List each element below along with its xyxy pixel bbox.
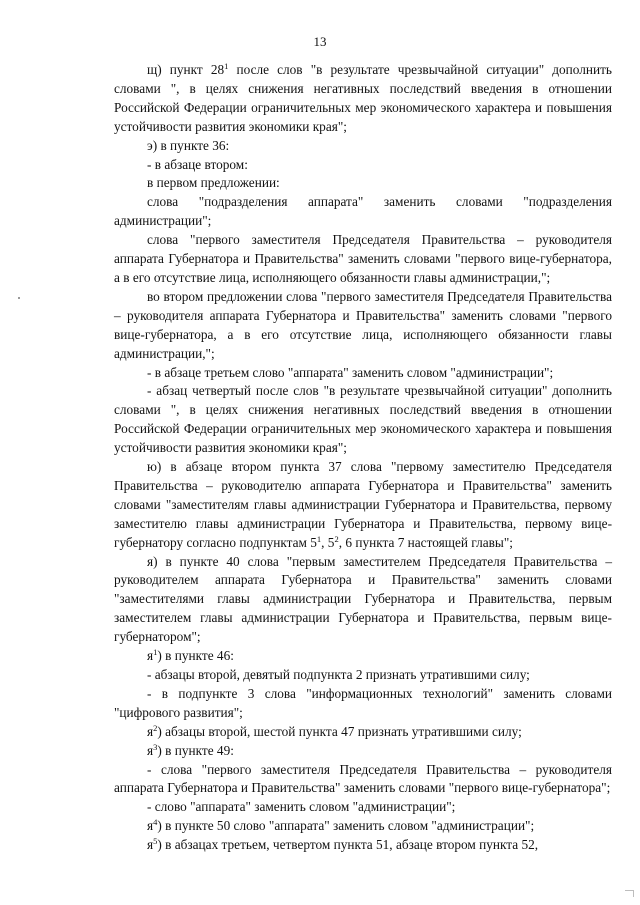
paragraph bbox=[114, 288, 612, 364]
paragraph bbox=[114, 761, 612, 799]
paragraph bbox=[114, 382, 612, 458]
paragraph bbox=[114, 798, 612, 817]
paragraph bbox=[114, 137, 612, 156]
paragraph bbox=[114, 231, 612, 288]
paragraph bbox=[114, 742, 612, 761]
superscript: 1 bbox=[153, 647, 158, 658]
superscript: 4 bbox=[153, 817, 158, 828]
superscript: 3 bbox=[153, 741, 158, 752]
paragraph-text: ) абзацы второй, шестой пункта 47 признать утратившими силу; bbox=[157, 723, 522, 739]
paragraph-text: э) в пункте 36: bbox=[147, 137, 230, 153]
paragraph-text: - слово "аппарата" заменить словом "администрации"; bbox=[147, 799, 456, 815]
paragraph-text: - слова "первого заместителя Председателя Правительства – руководителя аппарата Губернатора и Правительства" заменить словами "первого вице-губернатора"; bbox=[114, 761, 612, 796]
paragraph-text: в первом предложении: bbox=[147, 175, 280, 191]
paragraph-text: - в абзаце втором: bbox=[147, 156, 248, 172]
paragraph bbox=[114, 193, 612, 231]
paragraph bbox=[114, 666, 612, 685]
paragraph bbox=[114, 817, 612, 836]
paragraph-text: - абзац четвертый после слов "в результате чрезвычайной ситуации" дополнить словами ", в целях снижения негативных последствий введения в отношении Российской Федерации ограничительных мер экономического характера и повышения устойчивости развития экономики края"; bbox=[114, 383, 612, 456]
margin-mark bbox=[18, 297, 20, 299]
paragraph-text: я bbox=[147, 648, 154, 664]
paragraph-text: - в абзаце третьем слово "аппарата" заменить словом "администрации"; bbox=[147, 364, 554, 380]
superscript: 1 bbox=[224, 61, 229, 71]
paragraph bbox=[114, 174, 612, 193]
paragraph-text: ю) в абзаце втором пункта 37 слова "первому заместителю Председателя Правительства – руководителю аппарата Губернатора и Правительства" заменить словами "заместителям главы администрации Губернатора и Правительства, первому заместителю главы администрации Губернатора и Правительства, первому вице-губернатору согласно подпунктам 5 bbox=[114, 459, 612, 550]
paragraph-text: слова "подразделения аппарата" заменить словами "подразделения администрации"; bbox=[114, 194, 612, 229]
paragraph bbox=[114, 685, 612, 723]
paragraph-text: , 5 bbox=[321, 534, 335, 550]
document-body bbox=[114, 61, 612, 855]
superscript: 1 bbox=[316, 533, 322, 544]
paragraph-text: я bbox=[147, 837, 154, 853]
paragraph-text: я) в пункте 40 слова "первым заместителем Председателя Правительства – руководителем аппарата Губернатора и Правительства" заменить словами "заместителями главы администрации Губернатора и Правительства, первым заместителем главы администрации Губернатора и Правительства, первым вице-губернатором"; bbox=[114, 553, 612, 645]
page-number: 13 bbox=[313, 34, 327, 49]
paragraph-text: я bbox=[147, 723, 154, 739]
paragraph-text: слова "первого заместителя Председателя Правительства – руководителя аппарата Губернатора и Правительства" заменить словами "первого вице-губернатора, а в его отсутствие лица, исполняющего обязанности главы администрации,"; bbox=[114, 232, 612, 285]
paragraph bbox=[114, 156, 612, 175]
paragraph-text: щ) пункт 28 bbox=[147, 62, 225, 77]
paragraph-text: во втором предложении слова "первого заместителя Председателя Правительства – руководителя аппарата Губернатора и Правительства" заменить словами "первого вице-губернатора, а в его отсутствие лица, исполняющего обязанности главы администрации,"; bbox=[114, 288, 612, 361]
paragraph-text: , 6 пункта 7 настоящей главы"; bbox=[338, 534, 513, 550]
paragraph bbox=[114, 647, 612, 666]
paragraph-text: я bbox=[147, 818, 154, 834]
paragraph-text: - абзацы второй, девятый подпункта 2 признать утратившими силу; bbox=[147, 667, 530, 682]
paragraph-text: ) в абзацах третьем, четвертом пункта 51, абзаце втором пункта 52, bbox=[157, 837, 539, 853]
paragraph bbox=[114, 553, 612, 648]
paragraph bbox=[114, 458, 612, 553]
paragraph-text: ) в пункте 46: bbox=[157, 648, 234, 664]
paragraph-text: я bbox=[147, 742, 154, 758]
paragraph-text: ) в пункте 49: bbox=[157, 742, 234, 758]
superscript: 2 bbox=[153, 722, 158, 733]
paragraph bbox=[114, 723, 612, 742]
paragraph-text: ) в пункте 50 слово "аппарата" заменить словом "администрации"; bbox=[157, 818, 535, 834]
paragraph bbox=[114, 61, 612, 137]
paragraph-text: - в подпункте 3 слова "информационных технологий" заменить словами "цифрового развития"; bbox=[114, 685, 612, 720]
superscript: 2 bbox=[334, 533, 339, 544]
superscript: 5 bbox=[153, 836, 158, 847]
paragraph bbox=[114, 364, 612, 383]
paragraph bbox=[114, 836, 612, 855]
paragraph-text: после слов "в результате чрезвычайной ситуации" дополнить словами ", в целях снижения негативных последствий введения в отношении Российской Федерации ограничительных мер экономического характера и повышения устойчивости развития экономики края"; bbox=[114, 62, 612, 134]
scan-corner-mark bbox=[625, 890, 634, 897]
